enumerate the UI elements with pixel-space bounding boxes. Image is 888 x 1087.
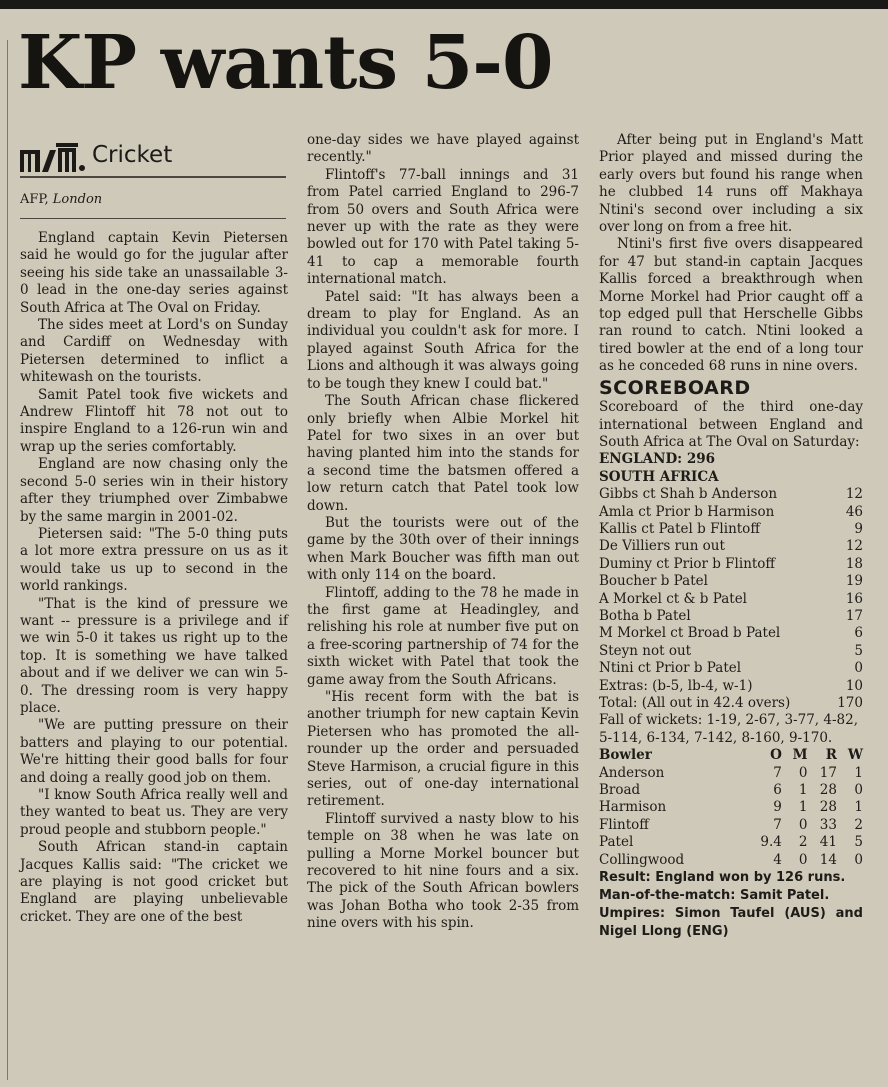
paragraph: "That is the kind of pressure we want -- pressure is a privilege and if we win 5-0 it takes us right up to the top. It is something we have talked about and if we deliver we can win 5-0. The dressing room is very happy place. [20,595,288,716]
batsman-entry: Kallis ct Patel b Flintoff [599,520,760,537]
runs: 10 [845,677,863,694]
man-of-the-match: Man-of-the-match: Samit Patel. [599,888,830,904]
runs: 12 [845,538,863,555]
table-cell: 17 [819,764,837,781]
batsman-entry: Total: (All out in 42.4 overs) [599,695,791,711]
table-cell: 0 [798,764,808,781]
paragraph: The sides meet at Lord's on Sunday and Cardiff on Wednesday with Pietersen determined to inflict a whitewash on the tourists. [20,317,288,386]
batsman-entry: Gibbs ct Shah b Anderson [599,486,778,503]
table-cell: 1 [798,782,808,799]
south-africa-heading: SOUTH AFRICA [599,468,719,485]
table-cell: 28 [819,782,837,799]
batsman-entry: Boucher b Patel [599,573,708,590]
runs: 9 [854,520,863,537]
batsman-entry: Botha b Patel [599,607,691,624]
paragraph: Flintoff, adding to the 78 he made in the first game at Headingley, and relishing his role at number five put on a free-scoring partnership of 74 for the sixth wicket with Patel that took the game away from the South Africans. [307,584,579,688]
table-header-row [599,747,863,764]
table-cell: 0 [854,782,863,799]
table-row [599,765,863,782]
paragraph: "His recent form with the bat is another triumph for new captain Kevin Pietersen who has promoted the all-rounder up the order and persuaded Steve Harmison, a crucial figure in this series, out of one-day international retirement. [307,689,579,810]
table-cell: 9.4 [760,834,782,851]
article-column-3 [599,132,863,941]
paragraph: "I know South Africa really well and they wanted to beat us. They are very proud people and stubborn people." [20,787,288,838]
runs: 12 [845,486,863,503]
table-cell: 1 [854,799,863,816]
batting-row [599,556,863,573]
batting-row [599,625,863,642]
batsman-entry: Ntini ct Prior b Patel [599,660,742,677]
scoreboard-heading: SCOREBOARD [599,376,751,399]
column-rule [7,40,8,1080]
paragraph: The South African chase flickered only briefly when Albie Morkel hit Patel for two sixes in an over but having planted him into the stands for a second time the batsmen offered a low return catch that Patel took low down. [307,393,579,514]
byline [20,192,102,207]
table-cell: 41 [819,834,837,851]
table-cell: 2 [798,834,808,851]
table-cell: 0 [798,816,808,833]
table-row [599,799,863,816]
runs: 0 [854,660,863,677]
table-cell: 5 [854,834,863,851]
table-cell: Anderson [599,764,665,781]
runs: 19 [845,573,863,590]
batting-row [599,660,863,677]
table-cell: 6 [773,782,782,799]
runs: 16 [845,590,863,607]
table-cell: 1 [798,799,808,816]
batsman-entry: De Villiers run out [599,538,725,555]
paragraph: But the tourists were out of the game by the 30th over of their innings when Mark Boucher was fifth man out with only 114 on the board. [307,514,579,584]
batting-row [599,643,863,660]
table-cell: 33 [819,816,837,833]
byline-rule [20,218,286,219]
fall-of-wickets: Fall of wickets: 1-19, 2-67, 3-77, 4-82, 5-114, 6-134, 7-142, 8-160, 9-170. [599,712,858,746]
column-header: O [770,747,782,764]
table-row [599,817,863,834]
table-cell: 7 [773,816,782,833]
table-cell: 2 [854,816,863,833]
paragraph: Samit Patel took five wickets and Andrew Flintoff hit 78 not out to inspire England to a 126-run win and wrap up the series comfortably. [20,386,288,455]
umpires: Umpires: Simon Taufel (AUS) and Nigel Llong (ENG) [599,906,863,940]
paragraph: one-day sides we have played against recently." [307,132,579,166]
table-row [599,834,863,851]
section-kicker [20,140,288,174]
column-header: W [847,747,863,764]
paragraph: Flintoff's 77-ball innings and 31 from Patel carried England to 296-7 from 50 overs and South Africa were never up with the rate as they were bowled out for 170 with Patel taking 5-41 to cap a memorable fourth international match. [307,166,579,288]
section-label: Cricket [92,142,173,168]
match-result: Result: England won by 126 runs. [599,870,846,886]
paragraph: Pietersen said: "The 5-0 thing puts a lot more extra pressure on us as it would take us up to second in the world rankings. [20,525,288,595]
batting-row [599,486,863,503]
batting-row [599,608,863,625]
paragraph: "We are putting pressure on their batters and playing to our potential. We're hitting their good balls for four and doing a really good job on them. [20,717,288,786]
runs: 46 [845,503,863,520]
batsman-entry: Amla ct Prior b Harmison [599,503,775,520]
article-column-1 [20,230,288,926]
batting-row [599,573,863,590]
column-header: M [792,747,808,764]
batting-card [599,486,863,712]
bowling-table [599,747,863,869]
table-cell: 0 [854,851,863,868]
column-header: R [825,747,837,764]
kicker-rule [20,176,286,178]
paragraph: South African stand-in captain Jacques Kallis said: "The cricket we are playing is not good cricket but England are playing unbelievable cricket. They are one of the best [20,839,288,925]
table-cell: 1 [854,764,863,781]
table-cell: Flintoff [599,816,649,833]
column-header: Bowler [599,747,652,764]
runs: 6 [854,625,863,642]
batting-row [599,538,863,555]
batting-row [599,678,863,695]
table-cell: 4 [773,851,782,868]
table-cell: 9 [773,799,782,816]
table-cell: Broad [599,782,641,799]
paragraph: Ntini's first five overs disappeared for 47 but stand-in captain Jacques Kallis forced a breakthrough when Morne Morkel had Prior caught off a top edged pull that Herschelle Gibbs ran round to catch. Ntini looked a tired bowler at the end of a long tour as he conceded 68 runs in nine overs. [599,236,863,375]
table-cell: 0 [798,851,808,868]
paragraph: After being put in England's Matt Prior played and missed during the early overs but found his range when he clubbed 14 runs off Makhaya Ntini's second over including a six over long on from a free hit. [599,132,863,236]
scoreboard-intro: Scoreboard of the third one-day international between England and South Africa at The Oval on Saturday: [599,399,863,450]
table-row [599,782,863,799]
top-rule [0,0,888,9]
table-cell: 28 [819,799,837,816]
runs: 17 [845,607,863,624]
paragraph: England captain Kevin Pietersen said he would go for the jugular after seeing his side take an unassailable 3-0 lead in the one-day series against South Africa at The Oval on Friday. [20,230,288,316]
batsman-entry: M Morkel ct Broad b Patel [599,625,781,642]
batsman-entry: A Morkel ct & b Patel [599,590,747,607]
headline: KP wants 5-0 [18,20,553,106]
runs: 170 [837,695,863,711]
paragraph: Flintoff survived a nasty blow to his temple on 38 when he was late on pulling a Morne Morkel bouncer but recovered to hit nine fours and a six. The pick of the South African bowlers was Johan Botha who took 2-35 from nine overs with his spin. [307,810,579,932]
batting-row [599,521,863,538]
batsman-entry: Extras: (b-5, lb-4, w-1) [599,677,753,694]
table-cell: 14 [819,851,837,868]
england-score: ENGLAND: 296 [599,451,716,468]
batsman-entry: Duminy ct Prior b Flintoff [599,555,776,572]
runs: 5 [854,642,863,659]
table-cell: 7 [773,764,782,781]
batsman-entry: Steyn not out [599,642,692,659]
table-cell: Harmison [599,799,667,816]
table-row [599,852,863,869]
batting-row [599,695,863,712]
batting-row [599,591,863,608]
article-column-2 [307,132,579,933]
paragraph: England are now chasing only the second 5-0 series win in their history after they triumphed over Zimbabwe by the same margin in 2001-02. [20,456,288,525]
table-cell: Patel [599,834,634,851]
table-cell: Collingwood [599,851,685,868]
runs: 18 [845,555,863,572]
cricket-logo-icon [20,142,88,172]
byline-place: London [52,192,103,207]
paragraph: Patel said: "It has always been a dream to play for England. As an individual you couldn't ask for more. I played against South Africa for the Lions and although it was always going to be tough they knew I could bat." [307,288,579,392]
batting-row [599,504,863,521]
byline-agency: AFP, [20,192,49,207]
